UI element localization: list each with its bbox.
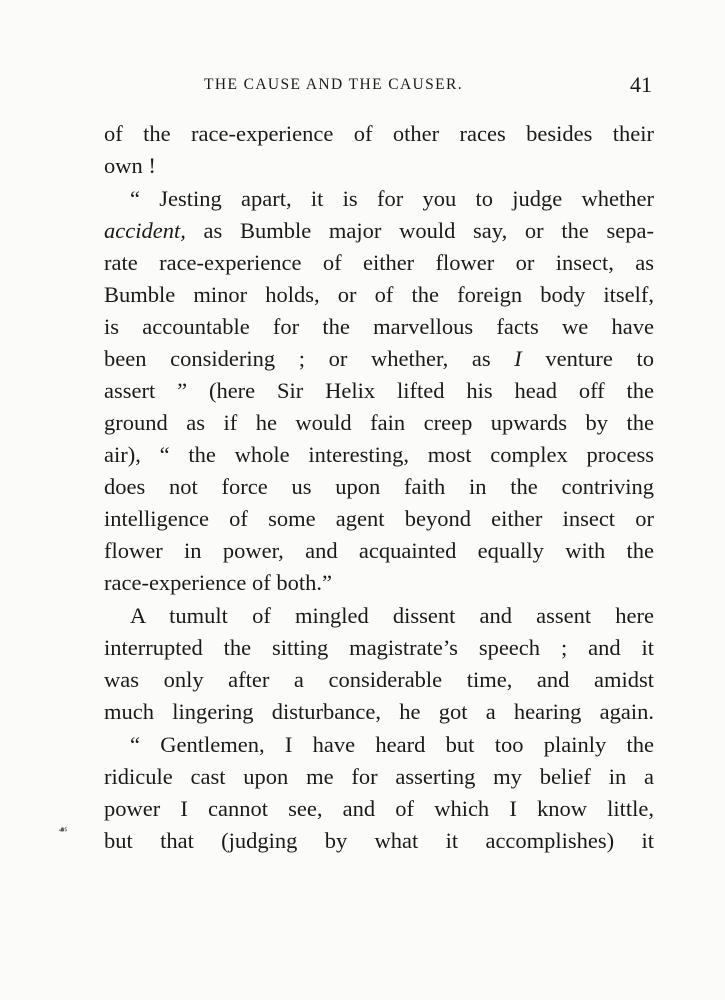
italic-word: I: [514, 346, 522, 371]
text-line: been considering ; or whether, as I venture to: [104, 346, 655, 371]
text-line: rate race-experience of either flower or insect, as: [104, 250, 654, 275]
text-line: accident, as Bumble major would say, or the sepa-: [104, 218, 654, 243]
text-line: ridicule cast upon me for asserting my belief in a: [104, 764, 654, 789]
italic-word: accident,: [104, 218, 186, 243]
text-line: own !: [104, 153, 156, 178]
page-number: 41: [630, 72, 652, 97]
text-line: intelligence of some agent beyond either insect or: [104, 506, 654, 531]
text-line: “ Gentlemen, I have heard but too plainly the: [130, 732, 654, 757]
text-line: ground as if he would fain creep upwards by the: [104, 410, 654, 435]
text-line: Bumble minor holds, or of the foreign body itself,: [104, 282, 654, 307]
text-line: is accountable for the marvellous facts we have: [104, 314, 654, 339]
running-head: [104, 72, 654, 98]
text-line: interrupted the sitting magistrate’s speech ; and it: [104, 635, 654, 660]
text-line: flower in power, and acquainted equally with the: [104, 538, 654, 563]
text-line: power I cannot see, and of which I know little,: [104, 796, 654, 821]
body-text: [104, 118, 654, 857]
text-line: does not force us upon faith in the contriving: [104, 474, 654, 499]
running-title: THE CAUSE AND THE CAUSER.: [204, 76, 464, 93]
text-line: but that (judging by what it accomplishes) it: [104, 828, 654, 853]
text-line: assert ” (here Sir Helix lifted his head off the: [104, 378, 654, 403]
text-line: of the race-experience of other races besides their: [104, 121, 654, 146]
text-line: race-experience of both.”: [104, 570, 332, 595]
text-line: was only after a considerable time, and amidst: [104, 667, 654, 692]
stray-ink-mark-icon: ☙: [58, 823, 68, 836]
text-line: air), “ the whole interesting, most complex process: [104, 442, 654, 467]
text-line: much lingering disturbance, he got a hearing again.: [104, 699, 654, 724]
text-line: A tumult of mingled dissent and assent here: [130, 603, 654, 628]
text-line: “ Jesting apart, it is for you to judge whether: [130, 186, 654, 211]
